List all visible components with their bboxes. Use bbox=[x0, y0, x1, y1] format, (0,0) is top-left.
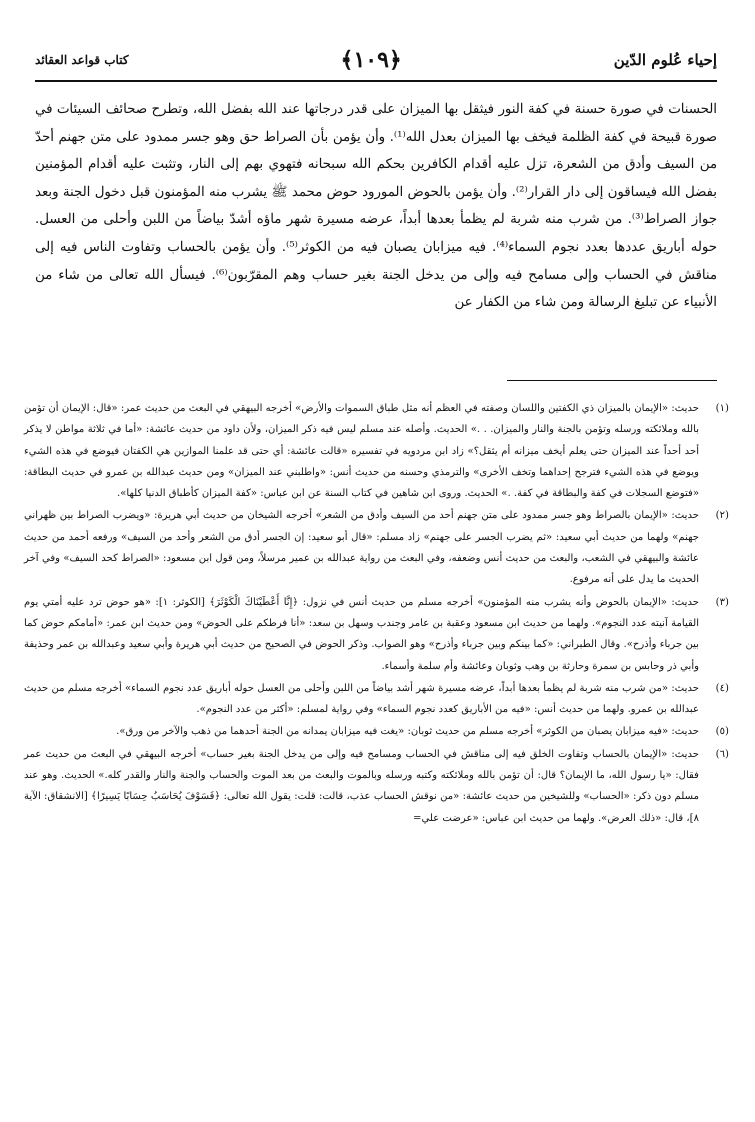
footnote-number: (٥) bbox=[715, 726, 729, 738]
footnote-text: حديث: «من شرب منه شربة لم يظمأ بعدها أبداً، عرضه مسيرة شهر أشد بياضاً من اللبن وأحلى من العسل حوله أباريق عدد نجوم السماء» أخرجه مسلم من حديث عبدالله بن عمرو. ولهما من حديث أنس: «فيه من الأباريق كعدد نجوم السماء» وفي رواية لمسلم: «أكثر من عدد النجوم». bbox=[24, 682, 699, 716]
footnote bbox=[24, 678, 729, 721]
footnote-text: حديث: «الإيمان بالحوض وأنه يشرب منه المؤمنون» أخرجه مسلم من حديث أنس في نزول: ﴿إِنَّا أَعْطَيْنَاكَ الْكَوْثَرَ﴾ [الكوثر: ١]: «هو حوض ترد عليه أمتي يوم القيامة آنيته عدد النجوم». ولهما من حديث ابن مسعود وعقبة بن عامر وجندب وسهل بن سعد: «أنا فرطكم على الحوض» ومن حديث ابن عمر: «أمامكم حوض كما بين جرباء وأذرح». وقال الطبراني: «كما بينكم وبين جرباء وأذرح» وهو الصواب. وذكر الحوض في الصحيح من حديث أبي هريرة وأبي سعيد وعبدالله بن عمر وحذيفة وأبي ذر وحابس بن سمرة وحارثة بن وهب وثوبان وعائشة وأم سلمة وأسماء. bbox=[24, 596, 699, 672]
footnotes bbox=[24, 398, 729, 830]
footnote bbox=[24, 398, 729, 504]
footnote-number: (٣) bbox=[715, 596, 729, 608]
chapter-title: كتاب قواعد العقائد bbox=[35, 53, 129, 67]
footnote-number: (٤) bbox=[715, 682, 729, 694]
footnote-number: (١) bbox=[715, 403, 729, 414]
page-header bbox=[35, 40, 717, 82]
page-number: ﴿١٠٩﴾ bbox=[340, 47, 402, 73]
footnote-number: (٢) bbox=[715, 510, 729, 522]
book-title: إحياء عُلوم الدّين bbox=[613, 51, 717, 69]
footnote-text: حديث: «الإيمان بالصراط وهو جسر ممدود على متن جهنم أحد من السيف وأدق من الشعر» أخرجه الشيخان من حديث أبي هريرة: «ويضرب الصراط بين ظهراني جهنم» ولهما من حديث أبي سعيد: «ثم يضرب الجسر على جهنم» زاد مسلم: «قال أبو سعيد: إن الجسر أدق من الشعر وأحد من السيف» ورفعه أحمد من حديث عائشة والبيهقي في الشعب، والبعث من حديث أنس وضعفه، وفي البعث من رواية عبدالله بن عمير مرسلاً، ومن قول ابن مسعود: «الصراط كحد السيف» وفي آخر الحديث ما يدل على أنه مرفوع. bbox=[24, 510, 699, 586]
footnote bbox=[24, 744, 729, 829]
footnote-text: حديث: «فيه ميزابان يصبان من الكوثر» أخرجه مسلم من حديث ثوبان: «يغت فيه ميزابان يمدانه من الجنة أحدهما من ذهب والآخر من ورق». bbox=[116, 726, 699, 738]
footnote-number: (٦) bbox=[715, 748, 729, 760]
footnote bbox=[24, 592, 729, 677]
main-text bbox=[35, 96, 717, 317]
footnote-text: حديث: «الإيمان بالميزان ذي الكفتين واللسان وصفته في العظم أنه مثل طباق السموات والأرض» أخرجه البيهقي في البعث من حديث عمر: «قال: الإيمان أن تؤمن بالله وملائكته ورسله وتؤمن بالجنة والنار والميزان. . .» الحديث. وأصله عند مسلم ليس فيه ذكر الميزان، ولأن داود من حديث عائشة: «أما في ثلاثة مواطن لا يذكر أحد أحداً عند الميزان حتى يعلم أيخف ميزانه أم يثقل؟» زاد ابن مردويه في تفسيره «قالت عائشة: أي حتى قد علمنا الموازين هي الكفتان فيوضع في هذه الشيء ويوضع في هذه الشيء فترجح إحداهما وتخف الأخرى» والترمذي وحسنه من حديث أنس: «واطلبني عند الميزان» ومن حديث عبدالله بن عمرو في حديث البطاقة: «فتوضع السجلات في كفة والبطاقة في كفة. .» الحديث. وروى ابن شاهين في كتاب السنة عن ابن عباس: «كفة الميزان كأطباق الدنيا كلها». bbox=[24, 403, 699, 500]
footnote bbox=[24, 721, 729, 742]
footnote-divider bbox=[507, 380, 717, 381]
footnote bbox=[24, 505, 729, 590]
main-paragraph: الحسنات في صورة حسنة في كفة النور فيثقل بها الميزان على قدر درجاتها عند الله بفضل الله، وتطرح صحائف السيئات في صورة قبيحة في كفة الظلمة فيخف بها الميزان بعدل الله⁽¹⁾. وأن يؤمن بأن الصراط حق وهو جسر ممدود على متن جهنم أحدّ من السيف وأدق من الشعرة، تزل عليه أقدام الكافرين بحكم الله سبحانه فتهوي بهم إلى النار، وتثبت عليه أقدام المؤمنين بفضل الله فيساقون إلى دار القرار⁽²⁾. وأن يؤمن بالحوض المورود حوض محمد ﷺ يشرب منه المؤمنون قبل دخول الجنة وبعد جواز الصراط⁽³⁾. من شرب منه شربة لم يظمأ بعدها أبداً، عرضه مسيرة شهر ماؤه أشدّ بياضاً من اللبن وأحلى من العسل. حوله أباريق عددها بعدد نجوم السماء⁽⁴⁾. فيه ميزابان يصبان فيه من الكوثر⁽⁵⁾. وأن يؤمن بالحساب وتفاوت الناس فيه إلى مناقش في الحساب وإلى مسامح فيه وإلى من يدخل الجنة بغير حساب وهم المقرّبون⁽⁶⁾. فيسأل الله تعالى من شاء من الأنبياء عن تبليغ الرسالة ومن شاء من الكفار عن bbox=[35, 102, 718, 311]
footnote-text: حديث: «الإيمان بالحساب وتفاوت الخلق فيه إلى مناقش في الحساب ومسامح فيه وإلى من يدخل الجنة بغير حساب» أخرجه البيهقي في البعث من حديث عمر فقال: «يا رسول الله، ما الإيمان؟ قال: أن تؤمن بالله وملائكته وكتبه ورسله وبالموت والبعث من بعد الموت والحساب والجنة والنار والقدر كله.» الحديث. وهو عند مسلم دون ذكر: «الحساب» وللشيخين من حديث عائشة: «من نوقش الحساب عذب، قالت: قلت: يقول الله تعالى: ﴿فَسَوْفَ يُحَاسَبُ حِسَابًا يَسِيرًا﴾ [الانشقاق: الآية ٨]، قال: «ذلك العرض». ولهما من حديث ابن عباس: «عرضت علي= bbox=[24, 748, 699, 824]
